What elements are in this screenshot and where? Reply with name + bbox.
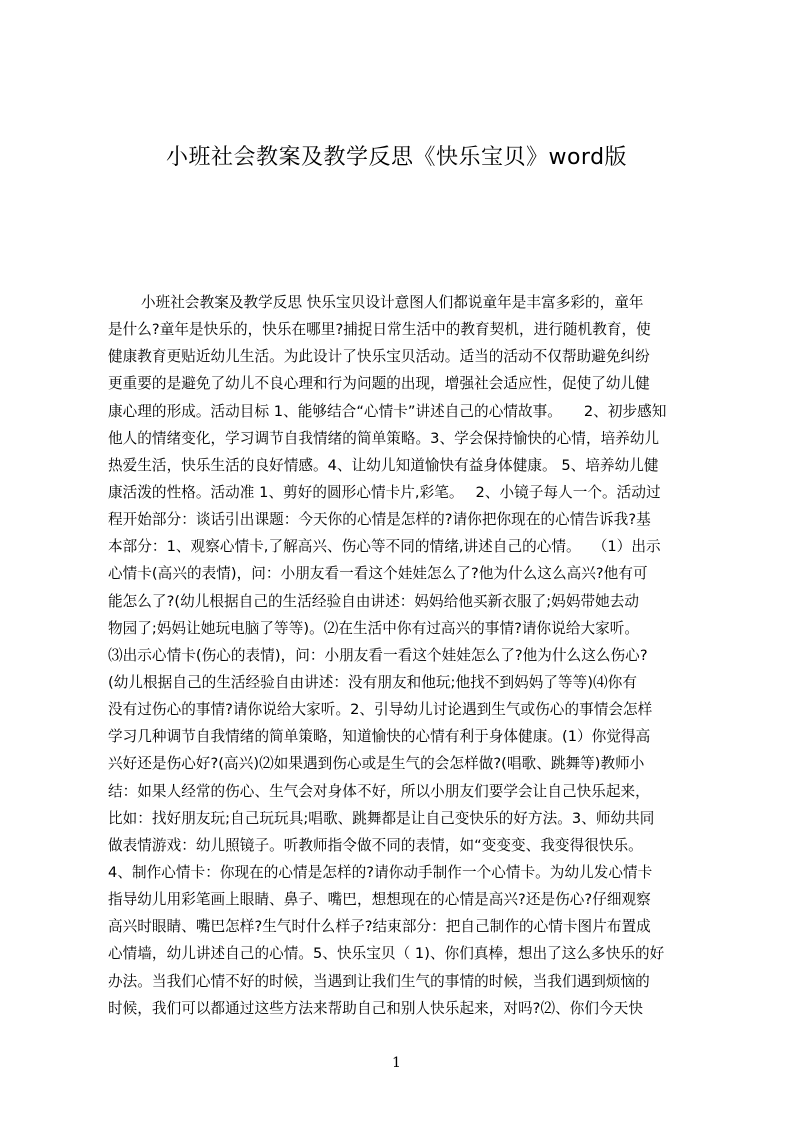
body-line: 他人的情绪变化，学习调节自我情绪的简单策略。3、学会保持愉快的心情，培养幼儿 xyxy=(108,429,660,447)
body-line: 结：如果人经常的伤心、生气会对身体不好，所以小朋友们要学会让自己快乐起来， xyxy=(108,782,650,800)
body-line: 小班社会教案及教学反思 快乐宝贝设计意图人们都说童年是丰富多彩的，童年 xyxy=(141,294,644,311)
body-line: 本部分：1、观察心情卡,了解高兴、伤心等不同的情绪,讲述自己的心情。 （1）出示 xyxy=(108,538,661,556)
body-line: 做表情游戏：幼儿照镜子。听教师指令做不同的表情，如“变变变、我变得很快乐。 xyxy=(108,836,643,854)
body-line: 心情卡(高兴的表情)，问：小朋友看一看这个娃娃怎么了?他为什么这么高兴?他有可 xyxy=(108,565,648,583)
body-line: 比如：找好朋友玩;自己玩玩具;唱歌、跳舞都是让自己变快乐的好方法。3、师幼共同 xyxy=(108,809,655,827)
body-line: ⑶出示心情卡(伤心的表情)，问：小朋友看一看这个娃娃怎么了?他为什么这么伤心? xyxy=(108,646,648,664)
body-line: 健康教育更贴近幼儿生活。为此设计了快乐宝贝活动。适当的活动不仅帮助避免纠纷 xyxy=(108,348,650,366)
body-line: 高兴时眼睛、嘴巴怎样?生气时什么样子?结束部分：把自己制作的心情卡图片布置成 xyxy=(108,918,651,936)
body-line: 程开始部分：谈话引出课题：今天你的心情是怎样的?请你把你现在的心情告诉我?基 xyxy=(108,511,651,529)
body-line: 兴好还是伤心好?(高兴)⑵如果遇到伤心或是生气的会怎样做?(唱歌、跳舞等)教师小 xyxy=(108,755,645,773)
body-line: 康心理的形成。活动目标 1、能够结合“心情卡”讲述自己的心情故事。 2、初步感知 xyxy=(108,402,667,420)
body-line: 能怎么了?(幼儿根据自己的生活经验自由讲述：妈妈给他买新衣服了;妈妈带她去动 xyxy=(108,592,640,610)
body-line: 办法。当我们心情不好的时候，当遇到让我们生气的事情的时候，当我们遇到烦恼的 xyxy=(108,972,650,990)
body-line: 康活泼的性格。活动准 1、剪好的圆形心情卡片,彩笔。 2、小镜子每人一个。活动过 xyxy=(108,483,661,501)
body-line: 更重要的是避免了幼儿不良心理和行为问题的出现，增强社会适应性，促使了幼儿健 xyxy=(108,375,650,393)
body-line: 心情墙，幼儿讲述自己的心情。5、快乐宝贝（ 1)、你们真棒，想出了这么多快乐的好 xyxy=(108,945,665,963)
document-body xyxy=(108,289,698,1017)
body-line: 时候，我们可以都通过这些方法来帮助自己和别人快乐起来，对吗?⑵、你们今天快 xyxy=(108,999,643,1017)
body-line: (幼儿根据自己的生活经验自由讲述：没有朋友和他玩;他找不到妈妈了等等)⑷你有 xyxy=(108,673,637,691)
body-line: 没有过伤心的事情?请你说给大家听。2、引导幼儿讨论遇到生气或伤心的事情会怎样 xyxy=(108,701,653,719)
document-title: 小班社会教案及教学反思《快乐宝贝》word版 xyxy=(165,145,628,170)
body-line: 4、制作心情卡：你现在的心情是怎样的?请你动手制作一个心情卡。为幼儿发心情卡 xyxy=(108,863,653,881)
page-number: 1 xyxy=(392,1055,401,1071)
body-line: 学习几种调节自我情绪的简单策略，知道愉快的心情有利于身体健康。(1）你觉得高 xyxy=(108,728,651,746)
body-line: 指导幼儿用彩笔画上眼睛、鼻子、嘴巴，想想现在的心情是高兴?还是伤心?仔细观察 xyxy=(108,891,651,909)
body-line: 热爱生活，快乐生活的良好情感。4、让幼儿知道愉快有益身体健康。 5、培养幼儿健 xyxy=(108,456,659,474)
body-line: 是什么?童年是快乐的，快乐在哪里?捕捉日常生活中的教育契机，进行随机教育，使 xyxy=(108,321,651,339)
body-line: 物园了;妈妈让她玩电脑了等等)。⑵在生活中你有过高兴的事情?请你说给大家听。 xyxy=(108,619,640,637)
